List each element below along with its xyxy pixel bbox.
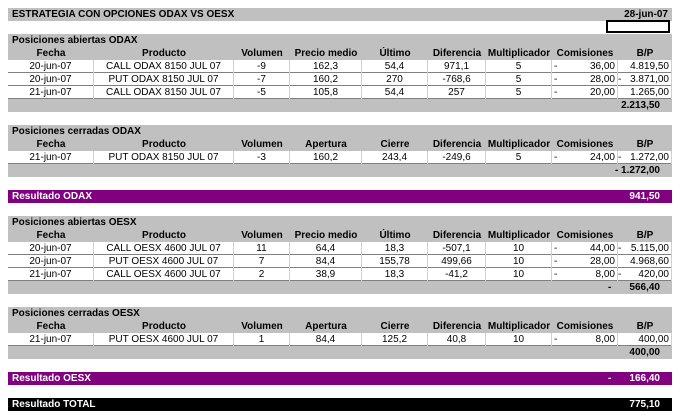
- col-header-comisiones[interactable]: Comisiones: [556, 230, 614, 241]
- section-title[interactable]: Posiciones cerradas OESX: [12, 308, 140, 319]
- cell-diferencia[interactable]: 499,66: [428, 255, 486, 268]
- bp-sign: -: [618, 242, 622, 254]
- cell-multiplicador[interactable]: 5: [486, 60, 552, 73]
- cell-comisiones[interactable]: [552, 86, 618, 99]
- col-header-bp[interactable]: B/P: [636, 48, 654, 59]
- cell-producto[interactable]: CALL OESX 4600 JUL 07: [94, 242, 234, 255]
- subtotal-row-odax-closed: [8, 164, 672, 177]
- bp-value: 4.819,50: [630, 60, 669, 72]
- section-title-oesx-closed: [8, 307, 672, 320]
- subtotal-sign: -: [608, 282, 612, 293]
- cell-comisiones[interactable]: [552, 268, 618, 281]
- cell-comisiones[interactable]: [552, 333, 618, 346]
- cell-diferencia[interactable]: -249,6: [428, 151, 486, 164]
- cell-cierre[interactable]: 243,4: [362, 151, 428, 164]
- cell-apertura[interactable]: 160,2: [290, 151, 362, 164]
- col-header-comisiones[interactable]: Comisiones: [556, 139, 614, 150]
- bp-sign: -: [618, 151, 622, 163]
- result-label[interactable]: Resultado OESX: [12, 373, 91, 384]
- cell-bp[interactable]: [618, 60, 672, 73]
- header-row-odax-closed: [8, 138, 672, 151]
- col-header-ultimo[interactable]: Último: [379, 230, 411, 241]
- cell-ultimo[interactable]: 54,4: [362, 86, 428, 99]
- cell-fecha[interactable]: 21-jun-07: [8, 268, 94, 281]
- section-title[interactable]: Posiciones cerradas ODAX: [12, 126, 141, 137]
- result-value[interactable]: 941,50: [629, 191, 660, 202]
- col-header-producto[interactable]: Producto: [142, 139, 186, 150]
- cell-producto[interactable]: PUT ODAX 8150 JUL 07: [94, 73, 234, 86]
- bp-value: 400,00: [638, 333, 669, 345]
- cell-volumen[interactable]: -9: [234, 60, 290, 73]
- cell-precio[interactable]: 105,8: [290, 86, 362, 99]
- cell-volumen[interactable]: 11: [234, 242, 290, 255]
- cell-comisiones[interactable]: [552, 242, 618, 255]
- col-header-fecha[interactable]: Fecha: [36, 139, 66, 150]
- cell-multiplicador[interactable]: 10: [486, 242, 552, 255]
- col-header-apertura[interactable]: Apertura: [305, 321, 347, 332]
- bp-value: 420,00: [638, 268, 669, 280]
- cell-precio[interactable]: 64,4: [290, 242, 362, 255]
- cell-ultimo[interactable]: 18,3: [362, 268, 428, 281]
- cell-fecha[interactable]: 21-jun-07: [8, 151, 94, 164]
- currency-mark: -: [554, 268, 558, 280]
- comisiones-value: 8,00: [595, 333, 615, 345]
- currency-mark: -: [554, 255, 558, 267]
- table-row[interactable]: [8, 60, 672, 73]
- table-row[interactable]: [8, 151, 672, 164]
- col-header-producto[interactable]: Producto: [142, 321, 186, 332]
- bp-value: 1.265,00: [630, 86, 669, 98]
- currency-mark: -: [554, 242, 558, 254]
- header-row-odax-open: [8, 47, 672, 60]
- bp-value: 4.968,60: [630, 255, 669, 267]
- result-row-oesx: [8, 372, 672, 385]
- cell-bp[interactable]: [618, 268, 672, 281]
- cell-multiplicador[interactable]: 5: [486, 86, 552, 99]
- cell-bp[interactable]: [618, 255, 672, 268]
- cell-diferencia[interactable]: 971,1: [428, 60, 486, 73]
- cell-fecha[interactable]: 20-jun-07: [8, 73, 94, 86]
- col-header-fecha[interactable]: Fecha: [36, 230, 66, 241]
- result-value[interactable]: 166,40: [629, 373, 660, 384]
- comisiones-value: 44,00: [589, 242, 615, 254]
- cell-fecha[interactable]: 20-jun-07: [8, 255, 94, 268]
- cell-diferencia[interactable]: -768,6: [428, 73, 486, 86]
- col-header-bp[interactable]: B/P: [636, 321, 654, 332]
- result-value[interactable]: 775,10: [629, 399, 660, 410]
- col-header-fecha[interactable]: Fecha: [36, 48, 66, 59]
- result-sign: -: [608, 373, 612, 384]
- comisiones-value: 28,00: [589, 255, 615, 267]
- col-header-volumen[interactable]: Volumen: [241, 321, 283, 332]
- bp-value: 1.272,00: [630, 151, 669, 163]
- title-row: [8, 8, 672, 21]
- comisiones-value: 20,00: [589, 86, 615, 98]
- cell-diferencia[interactable]: 40,8: [428, 333, 486, 346]
- bp-sign: -: [618, 268, 622, 280]
- cell-diferencia[interactable]: -507,1: [428, 242, 486, 255]
- cell-comisiones[interactable]: [552, 60, 618, 73]
- subtotal-value[interactable]: 2.213,50: [621, 100, 660, 111]
- bp-sign: [618, 86, 630, 99]
- col-header-bp[interactable]: B/P: [636, 230, 654, 241]
- cell-ultimo[interactable]: 155,78: [362, 255, 428, 268]
- cell-multiplicador[interactable]: 10: [486, 268, 552, 281]
- col-header-bp[interactable]: B/P: [636, 139, 654, 150]
- bp-sign: [618, 60, 630, 73]
- cell-cierre[interactable]: 125,2: [362, 333, 428, 346]
- cell-precio[interactable]: 84,4: [290, 255, 362, 268]
- section-title[interactable]: Posiciones abiertas ODAX: [12, 35, 138, 46]
- currency-mark: -: [554, 73, 558, 85]
- col-header-diferencia[interactable]: Diferencia: [432, 230, 482, 241]
- table-row[interactable]: [8, 268, 672, 281]
- cell-ultimo[interactable]: 54,4: [362, 60, 428, 73]
- cell-fecha[interactable]: 21-jun-07: [8, 86, 94, 99]
- col-header-multiplicador[interactable]: Multiplicador: [487, 321, 551, 332]
- cell-precio[interactable]: 160,2: [290, 73, 362, 86]
- section-title-odax-open: [8, 34, 672, 47]
- currency-mark: -: [554, 86, 558, 98]
- section-title-oesx-open: [8, 216, 672, 229]
- cell-precio[interactable]: 162,3: [290, 60, 362, 73]
- col-header-producto[interactable]: Producto: [142, 230, 186, 241]
- cell-producto[interactable]: CALL ODAX 8150 JUL 07: [94, 86, 234, 99]
- cell-comisiones[interactable]: [552, 255, 618, 268]
- cell-ultimo[interactable]: 270: [362, 73, 428, 86]
- col-header-diferencia[interactable]: Diferencia: [432, 139, 482, 150]
- subtotal-value[interactable]: - 1.272,00: [614, 165, 660, 176]
- col-header-precio-medio[interactable]: Precio medio: [294, 48, 358, 59]
- bp-sign: [618, 255, 630, 268]
- bp-value: 3.871,00: [630, 73, 669, 85]
- report-date[interactable]: 28-jun-07: [624, 9, 668, 20]
- col-header-producto[interactable]: Producto: [142, 48, 186, 59]
- cell-comisiones[interactable]: [552, 73, 618, 86]
- cell-bp[interactable]: [618, 86, 672, 99]
- col-header-multiplicador[interactable]: Multiplicador: [487, 139, 551, 150]
- col-header-precio-medio[interactable]: Precio medio: [294, 230, 358, 241]
- cell-diferencia[interactable]: 257: [428, 86, 486, 99]
- cell-producto[interactable]: PUT OESX 4600 JUL 07: [94, 333, 234, 346]
- page-title[interactable]: ESTRATEGIA CON OPCIONES ODAX VS OESX: [12, 9, 235, 20]
- selected-cell[interactable]: [606, 20, 670, 33]
- cell-precio[interactable]: 38,9: [290, 268, 362, 281]
- result-label[interactable]: Resultado TOTAL: [12, 399, 96, 410]
- cell-volumen[interactable]: 7: [234, 255, 290, 268]
- cell-volumen[interactable]: 1: [234, 333, 290, 346]
- col-header-fecha[interactable]: Fecha: [36, 321, 66, 332]
- cell-producto[interactable]: PUT ODAX 8150 JUL 07: [94, 151, 234, 164]
- header-row-oesx-open: [8, 229, 672, 242]
- table-row[interactable]: [8, 242, 672, 255]
- table-row[interactable]: [8, 86, 672, 99]
- table-row[interactable]: [8, 255, 672, 268]
- col-header-diferencia[interactable]: Diferencia: [432, 48, 482, 59]
- col-header-cierre[interactable]: Cierre: [380, 139, 410, 150]
- currency-mark: -: [554, 151, 558, 163]
- cell-multiplicador[interactable]: 5: [486, 73, 552, 86]
- currency-mark: -: [554, 333, 558, 345]
- cell-volumen[interactable]: -5: [234, 86, 290, 99]
- result-row-total: [8, 398, 672, 411]
- cell-comisiones[interactable]: [552, 151, 618, 164]
- bp-sign: [618, 333, 630, 346]
- cell-producto[interactable]: CALL OESX 4600 JUL 07: [94, 268, 234, 281]
- cell-fecha[interactable]: 20-jun-07: [8, 60, 94, 73]
- col-header-comisiones[interactable]: Comisiones: [556, 321, 614, 332]
- subtotal-row-oesx-closed: [8, 346, 672, 359]
- result-label[interactable]: Resultado ODAX: [12, 191, 93, 202]
- cell-diferencia[interactable]: -41,2: [428, 268, 486, 281]
- cell-producto[interactable]: CALL ODAX 8150 JUL 07: [94, 60, 234, 73]
- col-header-multiplicador[interactable]: Multiplicador: [487, 48, 551, 59]
- comisiones-value: 28,00: [589, 73, 615, 85]
- col-header-diferencia[interactable]: Diferencia: [432, 321, 482, 332]
- cell-ultimo[interactable]: 18,3: [362, 242, 428, 255]
- cell-producto[interactable]: PUT OESX 4600 JUL 07: [94, 255, 234, 268]
- subtotal-row-oesx-open: [8, 281, 672, 294]
- currency-mark: -: [554, 60, 558, 72]
- comisiones-value: 24,00: [589, 151, 615, 163]
- col-header-ultimo[interactable]: Último: [379, 48, 411, 59]
- bp-sign: -: [618, 73, 622, 85]
- col-header-volumen[interactable]: Volumen: [241, 139, 283, 150]
- table-row[interactable]: [8, 73, 672, 86]
- col-header-volumen[interactable]: Volumen: [241, 230, 283, 241]
- cell-multiplicador[interactable]: 10: [486, 255, 552, 268]
- subtotal-value[interactable]: 566,40: [629, 282, 660, 293]
- col-header-apertura[interactable]: Apertura: [305, 139, 347, 150]
- col-header-cierre[interactable]: Cierre: [380, 321, 410, 332]
- cell-volumen[interactable]: -7: [234, 73, 290, 86]
- section-title[interactable]: Posiciones abiertas OESX: [12, 217, 137, 228]
- col-header-multiplicador[interactable]: Multiplicador: [487, 230, 551, 241]
- comisiones-value: 8,00: [595, 268, 615, 280]
- cell-volumen[interactable]: -3: [234, 151, 290, 164]
- table-row[interactable]: [8, 333, 672, 346]
- cell-bp[interactable]: [618, 333, 672, 346]
- col-header-volumen[interactable]: Volumen: [241, 48, 283, 59]
- header-row-oesx-closed: [8, 320, 672, 333]
- cell-multiplicador[interactable]: 5: [486, 151, 552, 164]
- cell-bp[interactable]: [618, 151, 672, 164]
- result-row-odax: [8, 190, 672, 203]
- bp-value: 5.115,00: [630, 242, 669, 254]
- subtotal-row-odax-open: [8, 99, 672, 112]
- cell-volumen[interactable]: 2: [234, 268, 290, 281]
- cell-multiplicador[interactable]: 10: [486, 333, 552, 346]
- section-title-odax-closed: [8, 125, 672, 138]
- cell-bp[interactable]: [618, 73, 672, 86]
- cell-fecha[interactable]: 21-jun-07: [8, 333, 94, 346]
- cell-fecha[interactable]: 20-jun-07: [8, 242, 94, 255]
- cell-apertura[interactable]: 84,4: [290, 333, 362, 346]
- cell-bp[interactable]: [618, 242, 672, 255]
- col-header-comisiones[interactable]: Comisiones: [556, 48, 614, 59]
- comisiones-value: 36,00: [589, 60, 615, 72]
- subtotal-value[interactable]: 400,00: [629, 347, 660, 358]
